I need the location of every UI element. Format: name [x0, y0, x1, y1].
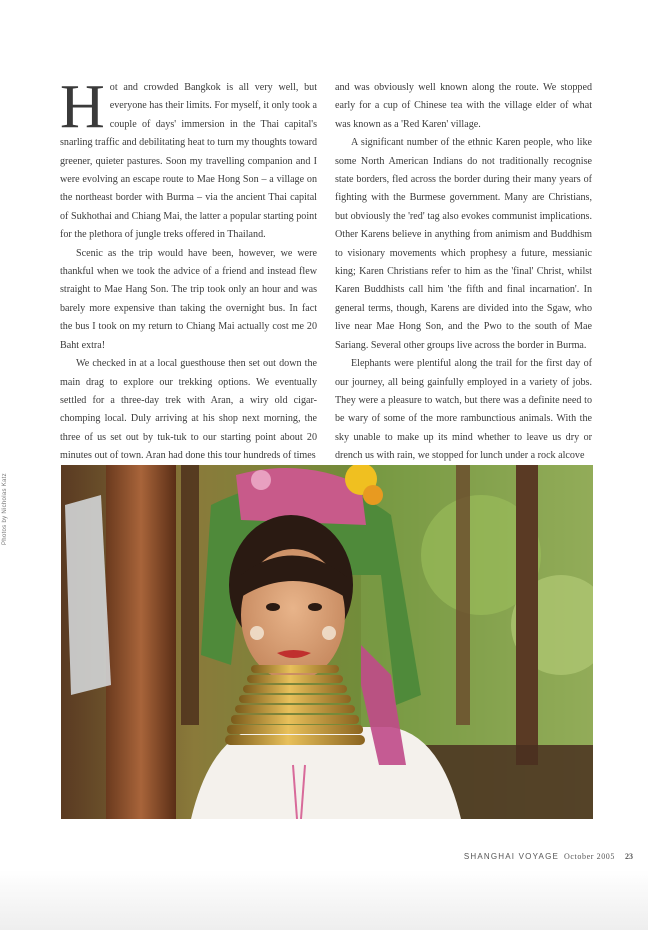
drop-cap: H — [60, 73, 105, 141]
photo-credit: Photos by Nicholas Katz — [2, 473, 8, 545]
page-number: 23 — [625, 852, 633, 861]
article-column-left — [60, 73, 317, 466]
article-paragraph: Scenic as the trip would have been, however, we were thankful when we took the advice of a friend and instead flew straight to Mae Hang Son. The trip took only an hour and was barely more expensive than taking the overnight bus. In fact the bus I took on my return to Chiang Mai actually cost me 20 Baht extra! — [60, 247, 317, 351]
article-paragraph: A significant number of the ethnic Karen people, who like some North American Indians do not traditionally recognise state borders, fled across the border during their many years of fighting with the Burmese government. Many are Christians, but obviously the 'red' tag also evokes communist implications. Other Karens believe in anything from animism and Buddhism to visionary movements which prophesy a future, messianic king; Karen Christians refer to him as the 'final' Christ, whilst Karen Buddhists call him 'the fifth and final incarnation'. In general terms, though, Karens are divided into the Sgaw, who live near Mae Hong Son, and the Pwo to the south of Mae Sariang. Several other groups live across the border in Burma. — [335, 137, 592, 351]
magazine-name: SHANGHAI VOYAGE — [463, 852, 560, 861]
article-photo — [61, 465, 593, 819]
article-paragraph — [60, 73, 317, 245]
article-paragraph: Elephants were plentiful along the trail for the first day of our journey, all being gainfully employed in a variety of jobs. They were a pleasure to watch, but there was a definite need to be wary of some of the more rambunctious animals. With the sky unable to make up its mind whether to leave us dry or drench us with rain, we stopped for lunch under a rock alcove — [335, 358, 592, 462]
photo-illustration — [61, 465, 593, 819]
article-column-right — [335, 79, 592, 466]
issue-date: October 2005 — [564, 852, 615, 861]
article-paragraph: We checked in at a local guesthouse then set out down the main drag to explore our trekking options. We eventually settled for a three-day trek with Aran, a wiry old cigar-chomping local. Duly arriving at his shop next morning, the three of us set out by tuk-tuk to our starting point about 20 minutes out of town. Aran had done this tour hundreds of times — [60, 358, 317, 462]
article-paragraph: and was obviously well known along the route. We stopped early for a cup of Chinese tea with the village elder of what was known as a 'Red Karen' village. — [335, 82, 592, 130]
page-footer — [464, 852, 633, 861]
paragraph-text: ot and crowded Bangkok is all very well, but everyone has their limits. For myself, it only took a couple of days' immersion in the Thai capital's snarling traffic and debilitating heat to turn my thoughts toward greener, quieter pastures. Soon my travelling companion and I were evolving an escape route to Mae Hong Son – a village on the northeast border with Burma – via the ancient Thai capital of Sukhothai and Chiang Mai, the latter a popular starting point for the plethora of jungle treks offered in Thailand. — [60, 82, 317, 241]
page-bottom-shade — [0, 870, 648, 930]
